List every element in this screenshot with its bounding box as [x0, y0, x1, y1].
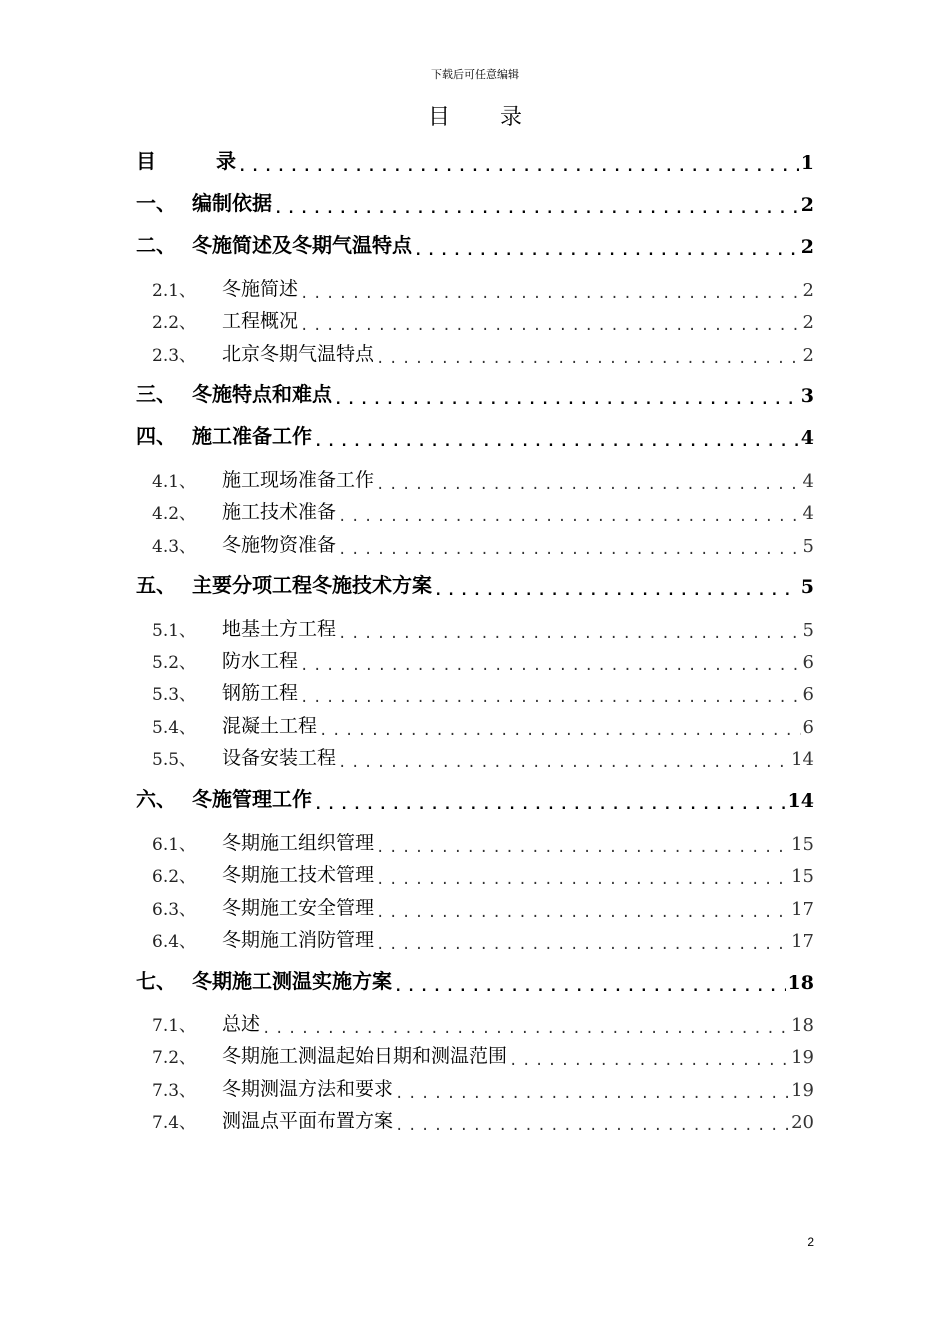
toc-entry-number: 四、 [136, 424, 176, 448]
toc-entry-page: 2 [800, 194, 814, 216]
toc-entry-number: 7.4、 [152, 1113, 197, 1133]
toc-entry-chapter[interactable] [136, 230, 814, 258]
toc-dot-leader [376, 833, 789, 855]
toc-entry-number: 7.1、 [152, 1016, 197, 1036]
toc-entry-section[interactable] [136, 892, 814, 920]
toc-entry-page: 5 [802, 620, 814, 641]
toc-entry-section[interactable] [136, 827, 814, 855]
toc-entry-page: 4 [802, 503, 814, 524]
toc-entry-number: 三、 [136, 382, 176, 406]
toc-entry-title: 冬期测温方法和要求 [222, 1078, 394, 1100]
toc-entry-section[interactable] [136, 1073, 814, 1101]
toc-dot-leader [376, 470, 801, 492]
toc-entry-title: 冬期施工消防管理 [222, 929, 375, 951]
toc-entry-section[interactable] [136, 496, 814, 524]
toc-entry-title: 冬期施工技术管理 [222, 864, 375, 886]
toc-entry-number: 七、 [136, 969, 176, 993]
toc-dot-leader [314, 790, 786, 812]
toc-dot-leader [376, 344, 801, 366]
toc-entry-title: 混凝土工程 [222, 715, 318, 737]
toc-entry-title: 冬施管理工作 [192, 787, 312, 811]
toc-entry-title: 设备安装工程 [222, 747, 337, 769]
toc-entry-chapter[interactable] [136, 188, 814, 216]
toc-dot-leader [300, 651, 801, 673]
toc-entry-page: 5 [800, 576, 814, 598]
toc-dot-leader [314, 427, 799, 449]
toc-entry-title: 防水工程 [222, 650, 299, 672]
toc-entry-number: 5.2、 [152, 653, 197, 673]
toc-entry-number: 4.1、 [152, 472, 197, 492]
toc-entry-number: 目 [136, 149, 156, 173]
toc-entry-title: 冬期施工安全管理 [222, 897, 375, 919]
toc-entry-page: 19 [791, 1080, 814, 1101]
toc-entry-title: 录 [216, 149, 236, 173]
toc-dot-leader [395, 1111, 789, 1133]
toc-entry-number: 6.2、 [152, 867, 197, 887]
toc-entry-number: 5.4、 [152, 718, 197, 738]
toc-entry-page: 4 [802, 471, 814, 492]
toc-entry-page: 5 [802, 536, 814, 557]
toc-entry-number: 6.3、 [152, 900, 197, 920]
toc-entry-section[interactable] [136, 1040, 814, 1068]
toc-entry-page: 19 [791, 1047, 814, 1068]
toc-entry-page: 6 [802, 717, 814, 738]
toc-entry-title: 冬期施工组织管理 [222, 832, 375, 854]
toc-dot-leader [319, 716, 801, 738]
toc-dot-leader [376, 898, 789, 920]
toc-entry-section[interactable] [136, 338, 814, 366]
toc-entry-section[interactable] [136, 742, 814, 770]
toc-dot-leader [414, 236, 799, 258]
toc-entry-page: 3 [800, 385, 814, 407]
toc-entry-title: 编制依据 [192, 191, 272, 215]
toc-entry-title: 冬施简述及冬期气温特点 [192, 233, 412, 257]
toc-entry-chapter[interactable] [136, 570, 814, 598]
toc-dot-leader [394, 972, 786, 994]
toc-dot-leader [434, 576, 799, 598]
toc-entry-page: 18 [787, 972, 814, 994]
toc-dot-leader [274, 194, 799, 216]
toc-entry-page: 14 [791, 749, 814, 770]
toc-entry-chapter[interactable] [136, 379, 814, 407]
toc-dot-leader [338, 619, 801, 641]
toc-dot-leader [395, 1079, 789, 1101]
toc-dot-leader [338, 535, 801, 557]
toc-entry-section[interactable] [136, 1008, 814, 1036]
header-note: 下载后可任意编辑 [431, 68, 519, 81]
toc-entry-number: 一、 [136, 191, 176, 215]
toc-entry-section[interactable] [136, 305, 814, 333]
toc-entry-page: 1 [800, 152, 814, 174]
toc-entry-number: 六、 [136, 787, 176, 811]
toc-entry-title: 冬施特点和难点 [192, 382, 332, 406]
toc-entry-chapter[interactable] [136, 784, 814, 812]
toc-entry-title: 冬期施工测温实施方案 [192, 969, 392, 993]
toc-entry-page: 14 [787, 790, 814, 812]
toc-dot-leader [300, 683, 801, 705]
toc-entry-page: 2 [802, 312, 814, 333]
toc-entry-page: 2 [802, 280, 814, 301]
toc-entry-number: 5.5、 [152, 750, 197, 770]
toc-entry-page: 4 [800, 427, 814, 449]
page-number: 2 [807, 1235, 814, 1249]
toc-entry-section[interactable] [136, 924, 814, 952]
toc-entry-number: 6.1、 [152, 835, 197, 855]
toc-entry-section[interactable] [136, 529, 814, 557]
toc-dot-leader [376, 865, 789, 887]
toc-entry-title: 总述 [222, 1013, 261, 1035]
toc-entry-section[interactable] [136, 677, 814, 705]
toc-entry-section[interactable] [136, 710, 814, 738]
toc-entry-number: 2.2、 [152, 313, 197, 333]
toc-entry-number: 2.1、 [152, 281, 197, 301]
toc-dot-leader [376, 930, 789, 952]
toc-entry-title: 冬期施工测温起始日期和测温范围 [222, 1045, 508, 1067]
toc-heading: 目录 [427, 105, 572, 130]
toc-entry-title: 北京冬期气温特点 [222, 343, 375, 365]
toc-entry-section[interactable] [136, 464, 814, 492]
toc-entry-number: 4.3、 [152, 537, 197, 557]
toc-dot-leader [300, 279, 801, 301]
toc-entry-page: 18 [791, 1015, 814, 1036]
toc-entry-title: 钢筋工程 [222, 682, 299, 704]
toc-entry-page: 2 [802, 345, 814, 366]
toc-entry-number: 6.4、 [152, 932, 197, 952]
toc-entry-page: 20 [791, 1112, 814, 1133]
toc-entry-page: 6 [802, 652, 814, 673]
toc-entry-section[interactable] [136, 859, 814, 887]
toc-entry-section[interactable] [136, 645, 814, 673]
toc-entry-chapter[interactable] [136, 146, 814, 174]
toc-dot-leader [300, 311, 801, 333]
toc-entry-number: 五、 [136, 573, 176, 597]
toc-entry-page: 17 [791, 931, 814, 952]
toc-entry-section[interactable] [136, 273, 814, 301]
toc-entry-title: 冬施物资准备 [222, 534, 337, 556]
toc-entry-title: 测温点平面布置方案 [222, 1110, 394, 1132]
toc-entry-title: 施工准备工作 [192, 424, 312, 448]
toc-entry-title: 工程概况 [222, 310, 299, 332]
toc-entry-title: 主要分项工程冬施技术方案 [192, 573, 432, 597]
toc-entry-chapter[interactable] [136, 966, 814, 994]
toc-entry-number: 5.1、 [152, 621, 197, 641]
toc-dot-leader [509, 1046, 789, 1068]
toc-entry-title: 施工现场准备工作 [222, 469, 375, 491]
toc-entry-section[interactable] [136, 613, 814, 641]
toc-entry-section[interactable] [136, 1105, 814, 1133]
toc-entry-number: 5.3、 [152, 685, 197, 705]
toc-entry-number: 7.2、 [152, 1048, 197, 1068]
toc-entry-title: 施工技术准备 [222, 501, 337, 523]
toc-entry-number: 7.3、 [152, 1081, 197, 1101]
toc-entry-title: 地基土方工程 [222, 618, 337, 640]
toc-entry-number: 二、 [136, 233, 176, 257]
toc-dot-leader [338, 748, 789, 770]
toc-entry-page: 17 [791, 899, 814, 920]
toc-entry-page: 2 [800, 236, 814, 258]
toc-entry-chapter[interactable] [136, 421, 814, 449]
toc-entry-page: 15 [791, 866, 814, 887]
toc-entry-number: 4.2、 [152, 504, 197, 524]
toc-entry-page: 6 [802, 684, 814, 705]
toc-dot-leader [238, 152, 799, 174]
toc-entry-page: 15 [791, 834, 814, 855]
toc-dot-leader [338, 502, 801, 524]
toc-entry-number: 2.3、 [152, 346, 197, 366]
toc-dot-leader [334, 385, 799, 407]
toc-entry-title: 冬施简述 [222, 278, 299, 300]
toc-dot-leader [262, 1014, 789, 1036]
